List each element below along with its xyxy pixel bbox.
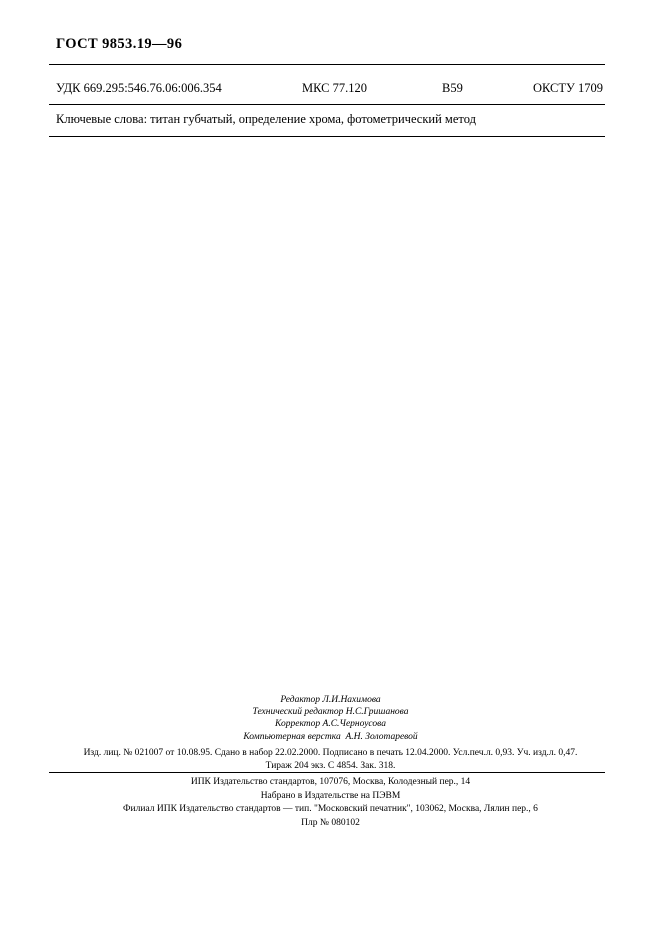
udk-code: УДК 669.295:546.76.06:006.354 xyxy=(56,81,222,95)
publisher-block xyxy=(0,776,661,830)
okstu-code: ОКСТУ 1709 xyxy=(532,81,603,95)
mks-code: МКС 77.120 xyxy=(302,81,367,95)
classification-codes-row xyxy=(56,81,605,96)
credit-technical-editor: Технический редактор Н.С.Гришанова xyxy=(252,707,409,718)
imprint-block xyxy=(0,747,661,773)
imprint-line-print-run: Тираж 204 экз. С 4854. Зак. 318. xyxy=(265,761,396,771)
credit-layout: Компьютерная верстка А.Н. Золотаревой xyxy=(243,731,418,742)
publisher-address: ИПК Издательство стандартов, 107076, Москва, Колодезный пер., 14 xyxy=(190,777,471,787)
divider-top xyxy=(49,64,605,65)
divider-middle xyxy=(49,104,605,105)
divider-footer xyxy=(49,772,605,773)
divider-bottom xyxy=(49,136,605,137)
credit-editor: Редактор Л.И.Нахимова xyxy=(280,695,381,705)
imprint-line-licence: Изд. лиц. № 021007 от 10.08.95. Сдано в набор 22.02.2000. Подписано в печать 12.04.2000. Усл.печ.л. 0,93. Уч. изд.л. 0,47. xyxy=(83,748,578,758)
keywords-line: Ключевые слова: титан губчатый, определение хрома, фотометрический метод xyxy=(56,112,476,126)
credit-proofreader: Корректор А.С.Черноусова xyxy=(275,719,386,730)
editorial-credits xyxy=(0,694,661,743)
group-code: В59 xyxy=(442,81,463,95)
publisher-typesetting: Набрано в Издательстве на ПЭВМ xyxy=(260,790,401,801)
publisher-plr-number: Плр № 080102 xyxy=(301,817,360,828)
publisher-printing-house: Филиал ИПК Издательство стандартов — тип. "Московский печатник", 103062, Москва, Лялин пер., 6 xyxy=(123,804,538,814)
standard-number-title: ГОСТ 9853.19—96 xyxy=(56,36,183,52)
